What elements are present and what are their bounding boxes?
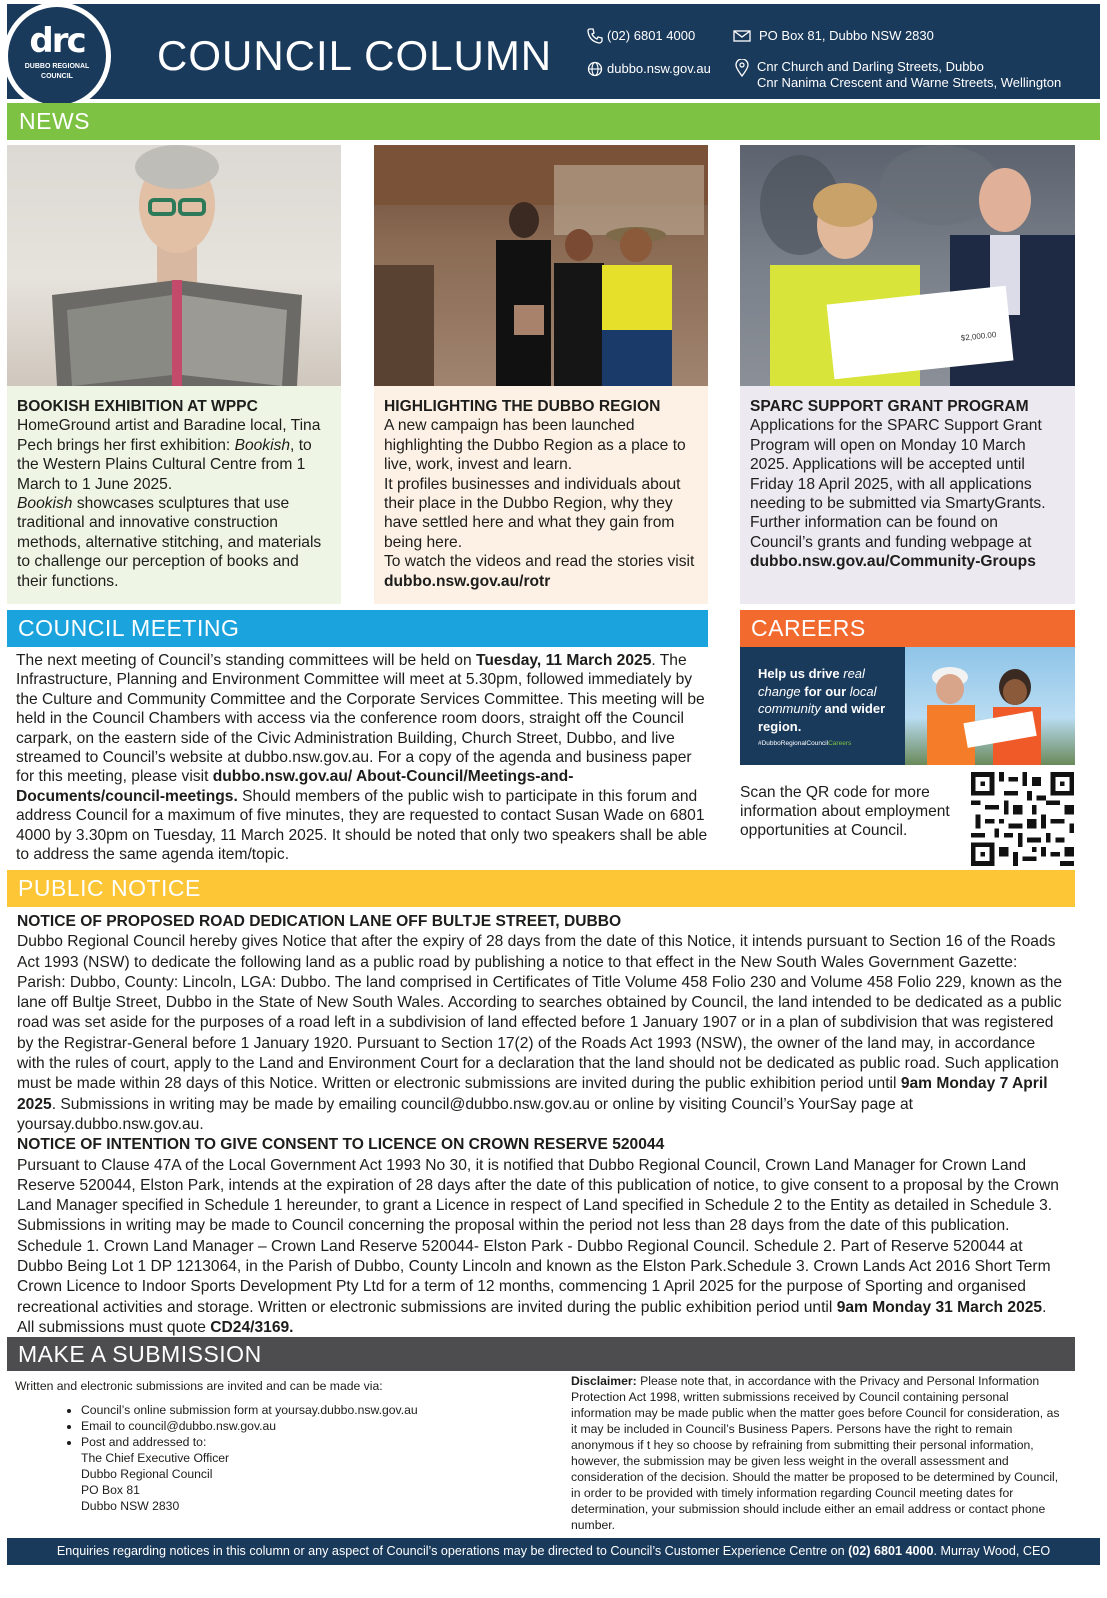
council-meeting-banner: COUNCIL MEETING (7, 610, 708, 647)
card-paragraph-2: It profiles businesses and individuals about their place in the Dubbo Region, why they have settled here and what they gain from being here. (384, 475, 681, 551)
card-title: HIGHLIGHTING THE DUBBO REGION (384, 398, 661, 415)
card-paragraph-3: To watch the videos and read the stories visit dubbo.nsw.gov.au/rotr (384, 553, 695, 590)
list-item: • Post and addressed to: The Chief Executive Officer Dubbo Regional Council PO Box 81 Dubbo NSW 2830 (81, 1434, 475, 1514)
careers-qr-code[interactable] (971, 772, 1074, 866)
address-line-1: Cnr Church and Darling Streets, Dubbo (757, 59, 984, 74)
list-item: • Email to council@dubbo.nsw.gov.au (81, 1418, 475, 1434)
careers-banner: CAREERS (740, 610, 1075, 647)
council-meetings-link[interactable]: dubbo.nsw.gov.au/ About-Council/Meetings-and-Documents/council-meetings. (16, 768, 574, 805)
card-title: BOOKISH EXHIBITION AT WPPC (17, 398, 258, 415)
council-logo[interactable] (3, 2, 111, 110)
phone-number: (02) 6801 4000 (607, 28, 696, 43)
news-card-sparc (740, 386, 1075, 604)
news-banner: NEWS (7, 103, 1100, 140)
community-groups-link[interactable]: dubbo.nsw.gov.au/Community-Groups (750, 553, 1036, 571)
envelope-icon (733, 28, 751, 44)
card-paragraph-2: Bookish showcases sculptures that use traditional and innovative construction methods, alternative stitching, and materials to challenge our perception of books and their functions. (17, 495, 322, 590)
po-box: PO Box 81, Dubbo NSW 2830 (759, 28, 934, 43)
cheque-amount: $2,000.00 (960, 330, 997, 343)
address-info (735, 59, 1061, 91)
notice-heading-1: NOTICE OF PROPOSED ROAD DEDICATION LANE OFF BULTJE STREET, DUBBO (17, 913, 622, 930)
careers-ad-text: Help us drive real change for our local community and wider region. (758, 666, 886, 734)
website-info[interactable] (587, 61, 711, 77)
submission-methods (15, 1378, 475, 1514)
location-pin-icon (735, 59, 749, 77)
careers-qr-text: Scan the QR code for more information about employment opportunities at Council. (740, 784, 950, 840)
postal-info (733, 28, 934, 44)
address-line-2: Cnr Nanima Crescent and Warne Streets, Wellington (757, 75, 1062, 90)
list-item: • Council’s online submission form at yoursay.dubbo.nsw.gov.au (81, 1402, 475, 1418)
careers-hashtag: #DubboRegionalCouncilCareers (758, 740, 852, 747)
photo-sparc-grant (740, 145, 1075, 386)
disclaimer: Disclaimer: Please note that, in accordance with the Privacy and Personal Information Protection Act 1998, written submissions received by Council containing personal information may be made public when the matter goes before Council for consideration, as it may be included in Council’s Business Papers. Persons have the right to remain anonymous if t hey so choose by refraining from submitting their personal information, however, the submission may be given less weight in the overall assessment and consideration of the decision. Should the matter be proposed to be determined by Council, in order to be provided with timely information regarding Council meeting dates for determination, your submission should include either an email address or contact phone number. (571, 1374, 1060, 1532)
post-line: Dubbo NSW 2830 (81, 1499, 180, 1513)
logo-mark: drc (29, 21, 85, 61)
post-line: PO Box 81 (81, 1483, 140, 1497)
phone-icon (587, 28, 603, 44)
card-paragraph-1: Applications for the SPARC Support Grant Program will open on Monday 10 March 2025. Applications will be accepted until Friday 18 April 2025, with all applications needing to be submitted via SmartyGrants. Further information can be found on Council’s grants and funding webpage at dubbo.nsw.gov.au/Community-Groups (750, 417, 1046, 571)
rotr-link[interactable]: dubbo.nsw.gov.au/rotr (384, 572, 551, 590)
page-title: COUNCIL COLUMN (157, 32, 553, 79)
news-card-dubbo-region (374, 386, 708, 604)
card-paragraph-1: HomeGround artist and Baradine local, Tina Pech brings her first exhibition: Bookish, to the Western Plains Cultural Centre from 1 March to 1 June 2025. (17, 417, 321, 493)
council-meeting-text: The next meeting of Council’s standing committees will be held on Tuesday, 11 March 2025. The Infrastructure, Planning and Environment Committee will meet at 5.30pm, followed immediately by the Culture and Community Committee and the Corporate Services Committee. This meeting will be held in the Council Chambers with access via the conference room doors, straight off the Council carpark, on the eastern side of the Civic Administration Building, Church Street, Dubbo, and live streamed to Council’s website at dubbo.nsw.gov.au. For a copy of the agenda and business paper for this meeting, please visit dubbo.nsw.gov.au/ About-Council/Meetings-and-Documents/council-meetings. Should members of the public wish to participate in this forum and address Council for a maximum of five minutes, they are requested to contact Susan Wade on 6801 4000 by 3.30pm on Tuesday, 11 March 2025. It should be noted that only two speakers shall be able to address the same agenda item/topic. (16, 652, 708, 864)
public-notice-banner: PUBLIC NOTICE (7, 870, 1075, 907)
phone-info[interactable] (587, 28, 695, 44)
footer-bar: Enquiries regarding notices in this column or any aspect of Council’s operations may be directed to Council’s Customer Experience Centre on (02) 6801 4000. Murray Wood, CEO (7, 1538, 1100, 1565)
news-card-bookish (7, 386, 341, 604)
logo-text-2: COUNCIL (41, 73, 73, 80)
post-line: The Chief Executive Officer (81, 1451, 230, 1465)
submission-list (65, 1402, 475, 1514)
post-line: Dubbo Regional Council (81, 1467, 213, 1481)
submission-intro: Written and electronic submissions are invited and can be made via: (15, 1379, 383, 1393)
make-submission-banner: MAKE A SUBMISSION (7, 1337, 1075, 1371)
photo-bookish-artist (7, 145, 341, 386)
photo-dubbo-region-campaign (374, 145, 708, 386)
notice-road-dedication: NOTICE OF PROPOSED ROAD DEDICATION LANE OFF BULTJE STREET, DUBBO Dubbo Regional Council hereby gives Notice that after the expiry of 28 days from the date of this Notice, it intends pursuant to Section 16 of the Roads Act 1993 (NSW) to dedicate the following land as a public road by publishing a notice to that effect in the New South Wales Government Gazette: Parish: Dubbo, County: Lincoln, LGA: Dubbo. The land comprised in Certificates of Title Volume 458 Folio 230 and Volume 458 Folio 229, known as the lane off Bultje Street, Dubbo in the State of New South Wales. According to searches obtained by Council, the land intended to be dedicated as a public road was set aside for the purposes of a road left in a subdivision of land effected before 1 January 1907 or in a plan of subdivision that was registered by the Registrar-General before 1 January 1920. Pursuant to Section 17(2) of the Roads Act 1993 (NSW), the owner of the land may, in accordance with the rules of court, apply to the Land and Environment Court for a declaration that the land should not be dedicated as public road. Such application must be made within 28 days of this Notice. Written or electronic submissions are invited during the public exhibition period until 9am Monday 7 April 2025. Submissions in writing may be made by emailing council@dubbo.nsw.gov.au or online by visiting Council’s YourSay page at yoursay.dubbo.nsw.gov.au. NOTICE OF INTENTION TO GIVE CONSENT TO LICENCE ON CROWN RESERVE 520044 Pursuant to Clause 47A of the Local Government Act 1993 No 30, it is notified that Dubbo Regional Council, Crown Land Manager for Crown Land Reserve 520044, Elston Park, intends at the expiration of 28 days after the date of this publication of notice, to give consent to a proposal by the Crown Land Manager specified in Schedule 1 hereunder, to grant a Licence in respect of Land specified in Schedule 2 to the Entity as detailed in Schedule 3. Submissions in writing may be made to Council concerning the proposal within the period not less than 28 days from the date of this publication. Schedule 1. Crown Land Manager – Crown Land Reserve 520044- Elston Park - Dubbo Regional Council. Schedule 2. Part of Reserve 520044 at Dubbo Being Lot 1 DP 1213064, in the Parish of Dubbo, County Lincoln and known as the Elston Park.Schedule 3. Crown Lands Act 2016 Short Term Crown Licence to Indoor Sports Development Pty Ltd for a term of 12 months, commencing 1 April 2025 for the purpose of Sporting and organised recreational activities and storage. Written or electronic submissions are invited during the public exhibition period until 9am Monday 31 March 2025. All submissions must quote CD24/3169. (17, 913, 1063, 1336)
card-title: SPARC SUPPORT GRANT PROGRAM (750, 398, 1029, 415)
card-paragraph-1: A new campaign has been launched highlighting the Dubbo Region as a place to live, work, invest and learn. (384, 417, 686, 474)
logo-text-1: DUBBO REGIONAL (24, 63, 90, 70)
globe-icon (587, 61, 603, 77)
notice-heading-2: NOTICE OF INTENTION TO GIVE CONSENT TO LICENCE ON CROWN RESERVE 520044 (17, 1136, 665, 1154)
header-bar (7, 4, 1100, 99)
website-url: dubbo.nsw.gov.au (607, 61, 711, 76)
careers-ad[interactable] (740, 647, 1075, 765)
careers-ad-photo (905, 647, 1075, 765)
